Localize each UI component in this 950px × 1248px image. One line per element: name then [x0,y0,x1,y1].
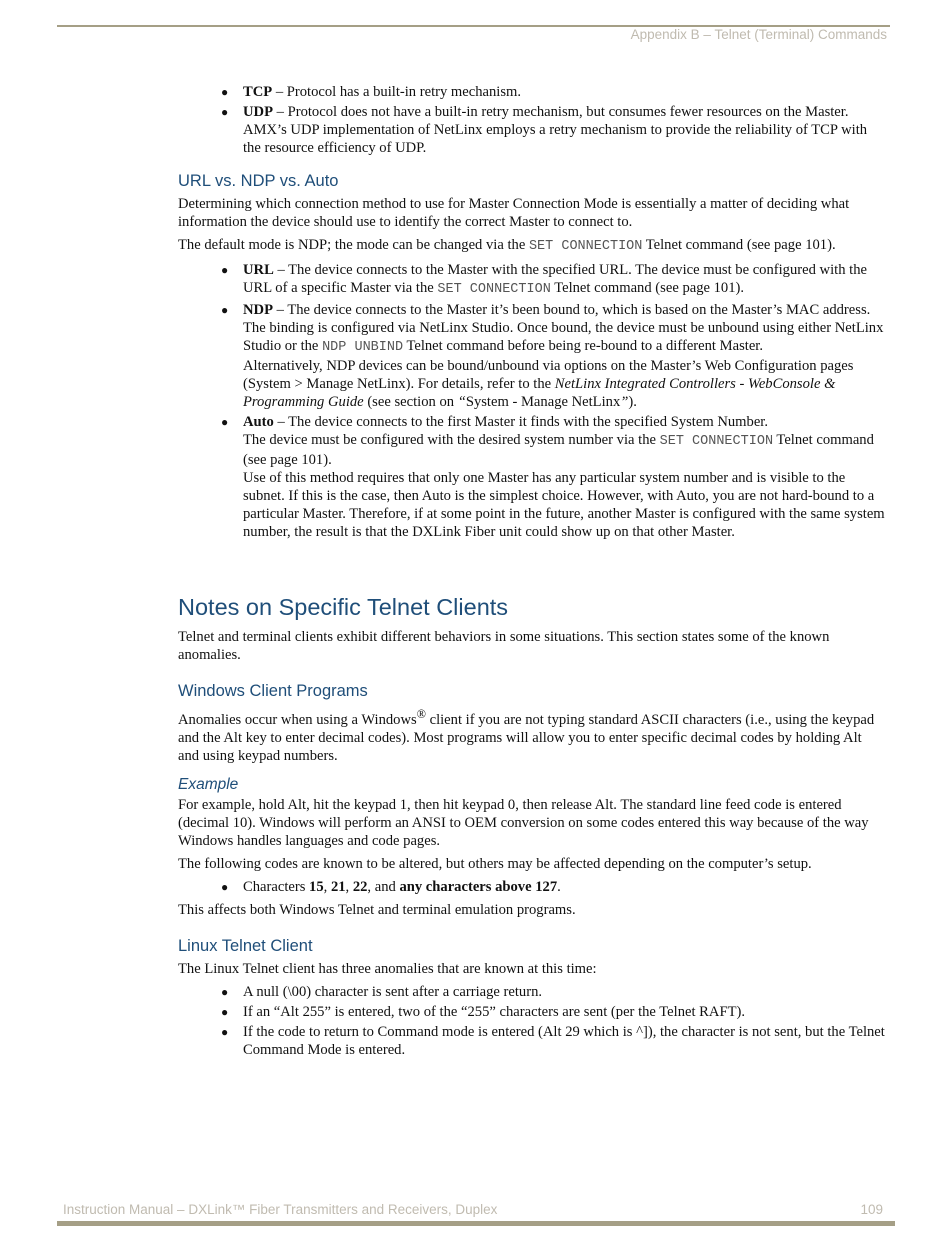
paragraph: Use of this method requires that only one Master has any particular system number and is visible to the subnet. If this is the case, then Auto is the simplest choice. However, with Auto, you are not hard-bound to a particular Master. Therefore, if at some point in the future, another Master is configured with the same system number, the result is that the DXLink Fiber unit could show up on that other Master. [243,470,885,540]
text: Alternatively, NDP devices can be bound/unbound via options on the Master’s Web Configuration pages (System > Manage NetLinx). For details, refer to the [243,358,854,392]
text: The device must be configured with the desired system number via the [243,432,660,448]
paragraph: Telnet and terminal clients exhibit different behaviors in some situations. This section states some of the known anomalies. [178,629,830,663]
paragraph [243,431,886,469]
heading-linux-client: Linux Telnet Client [178,936,313,955]
text: Telnet command before being re-bound to a different Master. [403,338,763,354]
paragraph [178,705,886,765]
term-auto: Auto [243,414,274,430]
text: (see section on [363,394,458,410]
text: Telnet command (see page 101). [550,280,745,296]
altered-codes-list [178,878,886,896]
text: Characters [243,878,310,895]
text: , and [367,878,400,895]
text: Telnet command (see page 101). [243,432,874,468]
term-url: URL [243,262,274,278]
quote-mark: “ [457,394,466,410]
list-item [243,261,886,299]
udp-description: – Protocol does not have a built-in retry mechanism, but consumes fewer resources on the Master. AMX’s UDP implementation of NetLinx employs a retry mechanism to provide the reliability of TCP with the resource efficiency of UDP. [243,104,868,156]
tcp-description: – Protocol has a built-in retry mechanism. [272,84,522,100]
paragraph [243,357,886,411]
list-item: ● A null (\00) character is sent after a carriage return. [243,983,886,1001]
text: – The device connects to the first Master it finds with the specified System Number. [273,414,768,430]
codes-above-127: any characters above 127 [399,878,558,895]
list-item [243,301,886,411]
heading-notes-telnet-clients: Notes on Specific Telnet Clients [178,594,509,620]
code-22: 22 [352,878,368,895]
code-set-connection: SET CONNECTION [659,434,774,449]
section-reference: System - Manage NetLinx [465,394,621,410]
text: The default mode is NDP; the mode can be changed via the [178,237,529,253]
text: , [323,878,331,895]
code-set-connection: SET CONNECTION [437,282,551,297]
running-footer: Instruction Manual – DXLink™ Fiber Transmitters and Receivers, Duplex [63,1202,498,1217]
protocol-list [178,83,886,157]
list-item [243,413,886,541]
text: Anomalies occur when using a Windows [178,711,417,728]
paragraph: The following codes are known to be altered, but others may be affected depending on the computer’s setup. [178,855,812,872]
guide-title: NetLinx Integrated Controllers - WebConsole & Programming Guide [243,376,836,410]
list-item [243,103,886,157]
term-udp: UDP [243,104,273,120]
code-21: 21 [330,878,346,895]
code-set-connection: SET CONNECTION [528,239,643,254]
heading-url-ndp-auto: URL vs. NDP vs. Auto [178,172,339,190]
quote-mark: ” [620,394,629,410]
term-ndp: NDP [243,302,273,318]
text: – The device connects to the Master with the specified URL. The device must be configured with the URL of a specific Master via the [243,262,867,296]
paragraph [243,301,886,357]
list-item [243,83,886,101]
footer-rule [57,1221,895,1226]
registered-mark: ® [416,707,426,721]
paragraph: For example, hold Alt, hit the keypad 1, then hit keypad 0, then release Alt. The standard line feed code is entered (decimal 10). Windows will perform an ANSI to OEM conversion on some codes entered this way because of the way Windows handles languages and code pages. [178,796,869,849]
running-header: Appendix B – Telnet (Terminal) Commands [630,27,887,42]
text: ). [628,394,637,410]
paragraph: Determining which connection method to use for Master Connection Mode is essentially a matter of deciding what information the device should use to identify the correct Master to connect to. [178,196,850,230]
text: . [557,878,561,895]
page-content [178,83,886,1064]
list-item [243,878,886,896]
page-number: 109 [860,1202,883,1217]
code-15: 15 [309,878,324,895]
heading-windows-client: Windows Client Programs [178,682,368,700]
list-item: ● If the code to return to Command mode is entered (Alt 29 which is ^]), the character is not sent, but the Telnet Command Mode is entered. [243,1023,886,1059]
paragraph [178,236,886,256]
text: client if you are not typing standard ASCII characters (i.e., using the keypad and the Alt key to enter decimal codes). Most programs will allow you to enter specific decimal codes by holding Alt and using keypad numbers. [178,711,875,764]
text: – The device connects to the Master it’s been bound to, which is based on the Master’s MAC address. The binding is configured via NetLinx Studio. Once bound, the device must be unbound using either NetLinx Studio or the [243,302,884,354]
list-item: ● If an “Alt 255” is entered, two of the “255” characters are sent (per the Telnet RAFT). [243,1003,886,1021]
text: , [345,878,353,895]
paragraph: This affects both Windows Telnet and terminal emulation programs. [178,901,576,918]
code-ndp-unbind: NDP UNBIND [322,340,404,355]
linux-anomalies-list [178,983,886,1059]
paragraph: The Linux Telnet client has three anomalies that are known at this time: [178,960,597,977]
term-tcp: TCP [243,84,273,100]
text: Telnet command (see page 101). [642,237,836,253]
paragraph [243,413,886,431]
connection-mode-list [178,261,886,541]
heading-example: Example [178,775,239,793]
